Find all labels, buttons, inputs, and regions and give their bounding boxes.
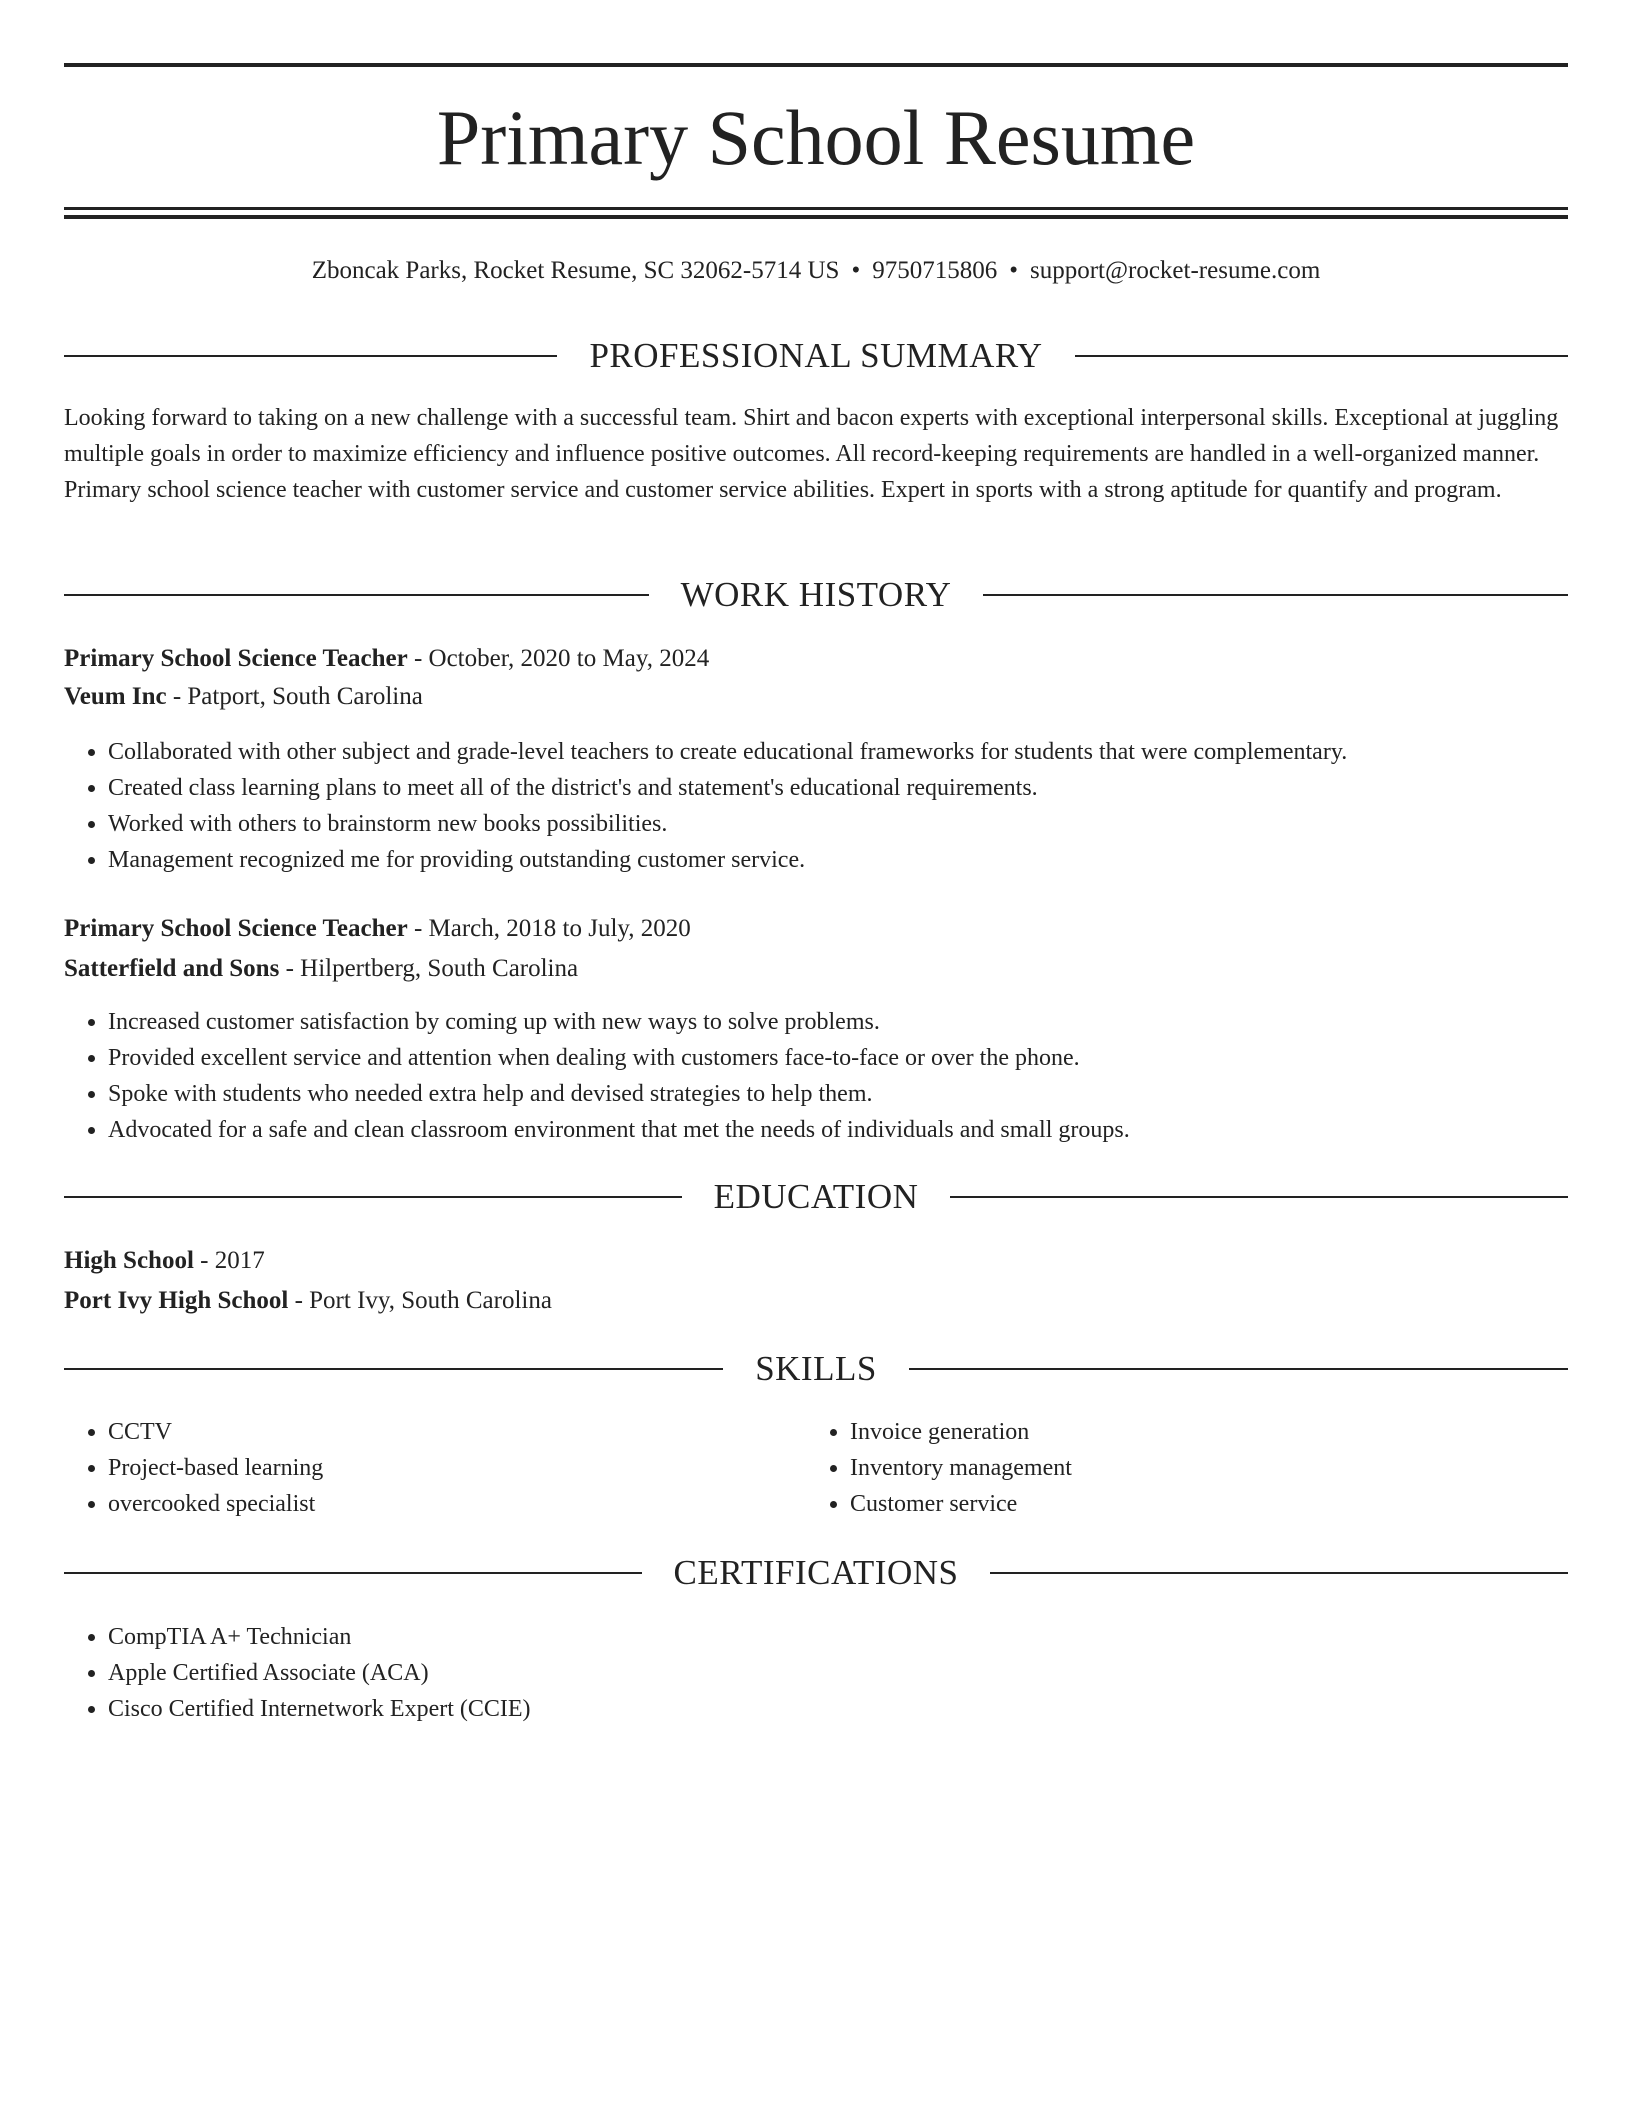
skills-list-left <box>64 1414 808 1522</box>
job-location: - Patport, South Carolina <box>166 683 423 710</box>
section-title: CERTIFICATIONS <box>673 1553 959 1592</box>
job-title-line <box>64 642 1568 676</box>
list-item: • Increased customer satisfaction by coming up with new ways to solve problems. <box>108 1004 1568 1040</box>
job-title-line <box>64 912 1568 946</box>
education-school: Port Ivy High School <box>64 1287 289 1314</box>
contact-email: support@rocket-resume.com <box>1029 257 1321 284</box>
list-item: • Invoice generation <box>850 1414 1550 1450</box>
contact-separator: • <box>851 257 861 284</box>
section-title: WORK HISTORY <box>680 575 952 614</box>
contact-address: Zboncak Parks, Rocket Resume, SC 32062-5714 US <box>311 257 840 284</box>
education-location: - Port Ivy, South Carolina <box>288 1287 552 1314</box>
contact-separator: • <box>1009 257 1018 284</box>
top-rule <box>64 63 1568 67</box>
list-item: • CompTIA A+ Technician <box>108 1619 1568 1655</box>
list-item: • Worked with others to brainstorm new books possibilities. <box>108 806 1568 842</box>
job-company-line <box>64 680 1568 714</box>
heading-rule <box>1075 355 1568 357</box>
list-item: • overcooked specialist <box>108 1486 808 1522</box>
resume-title: Primary School Resume <box>436 94 1196 181</box>
section-heading-certifications <box>64 1551 1568 1595</box>
heading-rule <box>64 594 649 596</box>
job-duties-list <box>64 734 1568 878</box>
heading-rule <box>909 1368 1568 1370</box>
heading-rule <box>950 1196 1568 1198</box>
section-title: EDUCATION <box>713 1177 919 1216</box>
heading-rule <box>64 1196 682 1198</box>
section-heading-summary <box>64 334 1568 378</box>
job-dates: - March, 2018 to July, 2020 <box>407 915 691 942</box>
contact-line <box>64 254 1568 288</box>
section-title: SKILLS <box>755 1349 877 1388</box>
job-company: Satterfield and Sons <box>64 955 280 982</box>
list-item: • Provided excellent service and attention when dealing with customers face-to-face or over the phone. <box>108 1040 1568 1076</box>
job-dates: - October, 2020 to May, 2024 <box>407 645 710 672</box>
job-duties-list <box>64 1004 1568 1148</box>
list-item: • CCTV <box>108 1414 808 1450</box>
title-rule-lower <box>64 215 1568 219</box>
job-title: Primary School Science Teacher <box>64 915 408 942</box>
education-degree-line <box>64 1244 1568 1278</box>
list-item: • Management recognized me for providing outstanding customer service. <box>108 842 1568 878</box>
summary-text: Looking forward to taking on a new challenge with a successful team. Shirt and bacon experts with exceptional interpersonal skills. Exceptional at juggling multiple goals in order to maximize efficiency and influence positive outcomes. All record-keeping requirements are handled in a well-organized manner. Primary school science teacher with customer service and customer service abilities. Expert in sports with a strong aptitude for quantify and program. <box>64 405 1559 503</box>
section-heading-skills <box>64 1347 1568 1391</box>
list-item: • Inventory management <box>850 1450 1550 1486</box>
list-item: • Collaborated with other subject and grade-level teachers to create educational frameworks for students that were complementary. <box>108 734 1568 770</box>
list-item: • Created class learning plans to meet all of the district's and statement's educational requirements. <box>108 770 1568 806</box>
job-company-line <box>64 952 1568 986</box>
section-heading-work-history <box>64 573 1568 617</box>
contact-phone: 9750715806 <box>872 257 998 284</box>
job-title: Primary School Science Teacher <box>64 645 408 672</box>
title-rule-upper <box>64 207 1568 210</box>
heading-rule <box>64 1572 642 1574</box>
job-company: Veum Inc <box>64 683 167 710</box>
list-item: • Cisco Certified Internetwork Expert (CCIE) <box>108 1691 1568 1727</box>
section-title: PROFESSIONAL SUMMARY <box>589 336 1043 375</box>
list-item: • Advocated for a safe and clean classroom environment that met the needs of individuals and small groups. <box>108 1112 1568 1148</box>
heading-rule <box>983 594 1568 596</box>
certifications-list <box>64 1619 1568 1727</box>
job-location: - Hilpertberg, South Carolina <box>279 955 579 982</box>
education-year: - 2017 <box>193 1247 265 1274</box>
skills-list-right <box>806 1414 1550 1522</box>
heading-rule <box>64 355 557 357</box>
education-school-line <box>64 1284 1568 1318</box>
list-item: • Spoke with students who needed extra help and devised strategies to help them. <box>108 1076 1568 1112</box>
list-item: • Project-based learning <box>108 1450 808 1486</box>
heading-rule <box>990 1572 1568 1574</box>
list-item: • Customer service <box>850 1486 1550 1522</box>
section-heading-education <box>64 1175 1568 1219</box>
education-degree: High School <box>64 1247 194 1274</box>
list-item: • Apple Certified Associate (ACA) <box>108 1655 1568 1691</box>
heading-rule <box>64 1368 723 1370</box>
